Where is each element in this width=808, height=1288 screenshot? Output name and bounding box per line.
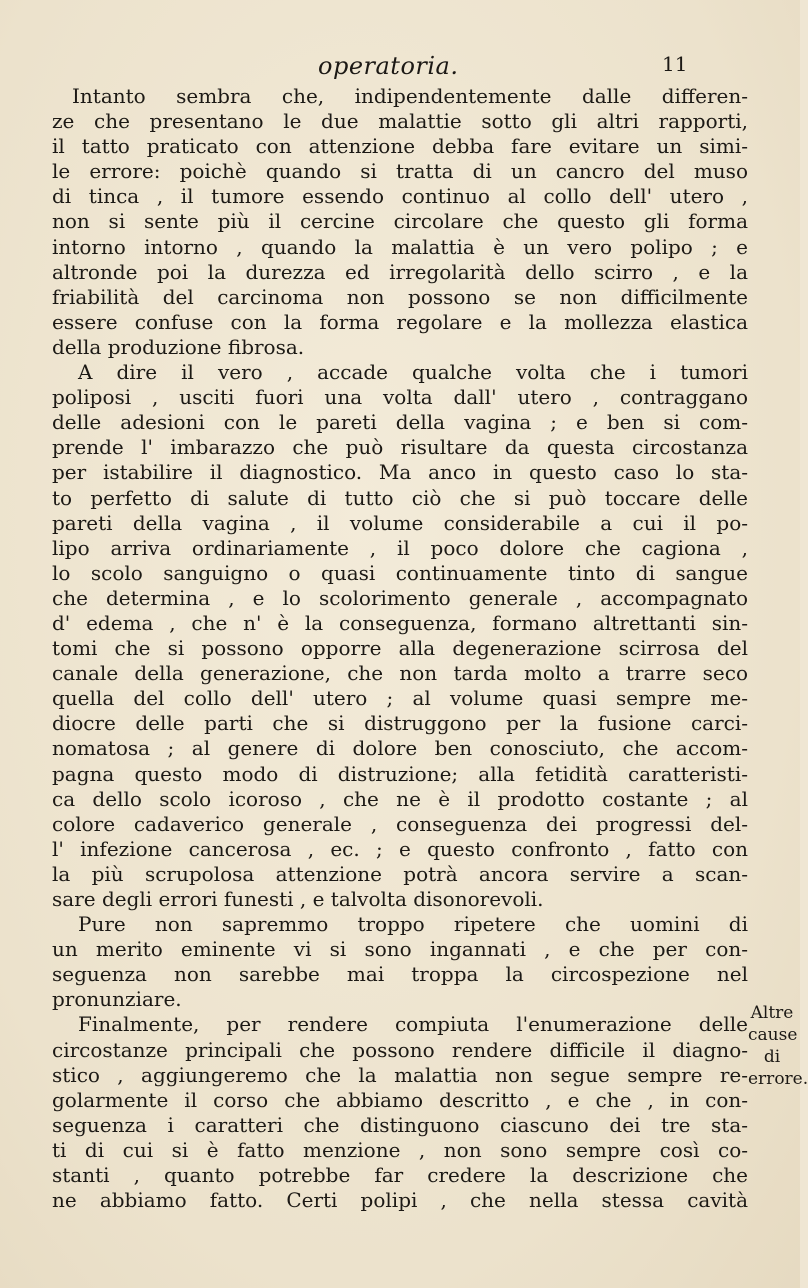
text-line: non si sente più il cercine circolare che questo gli forma [52,209,748,234]
text-line: sare degli errori funesti , e talvolta disonorevoli. [52,887,544,911]
text-line: d' edema , che n' è la conseguenza, formano altrettanti sin- [52,610,748,635]
text-line: l' infezione cancerosa , ec. ; e questo confronto , fatto con [52,836,748,861]
text-line: quella del collo dell' utero ; al volume quasi sempre me- [52,686,748,711]
text-line: golarmente il corso che abbiamo descritto , e che , in con- [52,1087,748,1112]
text-line: delle adesioni con le pareti della vagina ; e ben si com- [52,410,748,435]
page-header [0,52,800,82]
text-line: colore cadaverico generale , conseguenza dei progressi del- [52,811,748,836]
text-line: della produzione fibrosa. [52,334,305,359]
text-line: che determina , e lo scolorimento generale , accompagnato [52,585,748,610]
text-line: stanti , quanto potrebbe far credere la descrizione che [52,1163,748,1188]
margin-note-line: errore. [748,1069,808,1089]
text-line: pronunziare. [52,987,182,1012]
text-line: essere confuse con la forma regolare e la mollezza elastica [52,309,748,334]
text-line: seguenza non sarebbe mai troppa la circospezione nel [52,962,748,987]
text-line: per istabilire il diagnostico. Ma anco in questo caso lo sta- [52,460,748,485]
text-line: circostanze principali che possono rendere difficile il diagno- [52,1037,748,1062]
text-line: lo scolo sanguigno o quasi continuamente tinto di sangue [52,560,748,585]
text-line: ti di cui si è fatto menzione , non sono sempre così co- [52,1137,748,1162]
text-line: pagna questo modo di distruzione; alla fetidità caratteristi- [52,761,748,786]
text-line: prende l' imbarazzo che può risultare da questa circostanza [52,435,748,460]
text-line: stico , aggiungeremo che la malattia non segue sempre re- [52,1062,748,1087]
text-line: poliposi , usciti fuori una volta dall' utero , contraggano [52,385,748,410]
text-line: ca dello scolo icoroso , che ne è il prodotto costante ; al [52,786,748,811]
text-line: lipo arriva ordinariamente , il poco dolore che cagiona , [52,535,748,560]
text-line: intorno intorno , quando la malattia è un vero polipo ; e [52,234,748,259]
text-line: di tinca , il tumore essendo continuo al collo dell' utero , [52,184,748,209]
text-line: altronde poi la durezza ed irregolarità dello scirro , e la [52,259,748,284]
text-line: nomatosa ; al genere di dolore ben conosciuto, che accom- [52,736,748,761]
text-line: tomi che si possono opporre alla degenerazione scirrosa del [52,636,748,661]
margin-note-line: Altre [750,1003,794,1023]
text-line: ne abbiamo fatto. Certi polipi , che nella stessa cavità [52,1188,748,1213]
text-line: ze che presentano le due malattie sotto gli altri rapporti, [52,109,748,134]
text-line: friabilità del carcinoma non possono se non difficilmente [52,284,748,309]
page-number: 11 [662,52,688,76]
text-line: seguenza i caratteri che distinguono ciascuno dei tre sta- [52,1112,748,1137]
text-line: pareti della vagina , il volume considerabile a cui il po- [52,510,748,535]
text-line: Pure non sapremmo troppo ripetere che uomini di [78,912,748,937]
text-line: le errore: poichè quando si tratta di un cancro del muso [52,159,748,184]
text-line: A dire il vero , accade qualche volta che i tumori [78,360,748,385]
margin-note [748,1002,808,1090]
body-text [52,84,748,1213]
text-line: Intanto sembra che, indipendentemente dalle differen- [72,84,748,108]
text-line: diocre delle parti che si distruggono per la fusione carci- [52,711,748,736]
running-title: operatoria. [318,52,459,80]
text-line: la più scrupolosa attenzione potrà ancora servire a scan- [52,861,748,886]
text-line: canale della generazione, che non tarda molto a trarre seco [52,661,748,686]
text-line: to perfetto di salute di tutto ciò che si può toccare delle [52,485,748,510]
text-line: un merito eminente vi si sono ingannati , e che per con- [52,937,748,962]
text-line: Finalmente, per rendere compiuta l'enumerazione delle [78,1012,748,1037]
margin-note-line: cause di [748,1025,798,1067]
text-line: il tatto praticato con attenzione debba fare evitare un simi- [52,134,748,159]
